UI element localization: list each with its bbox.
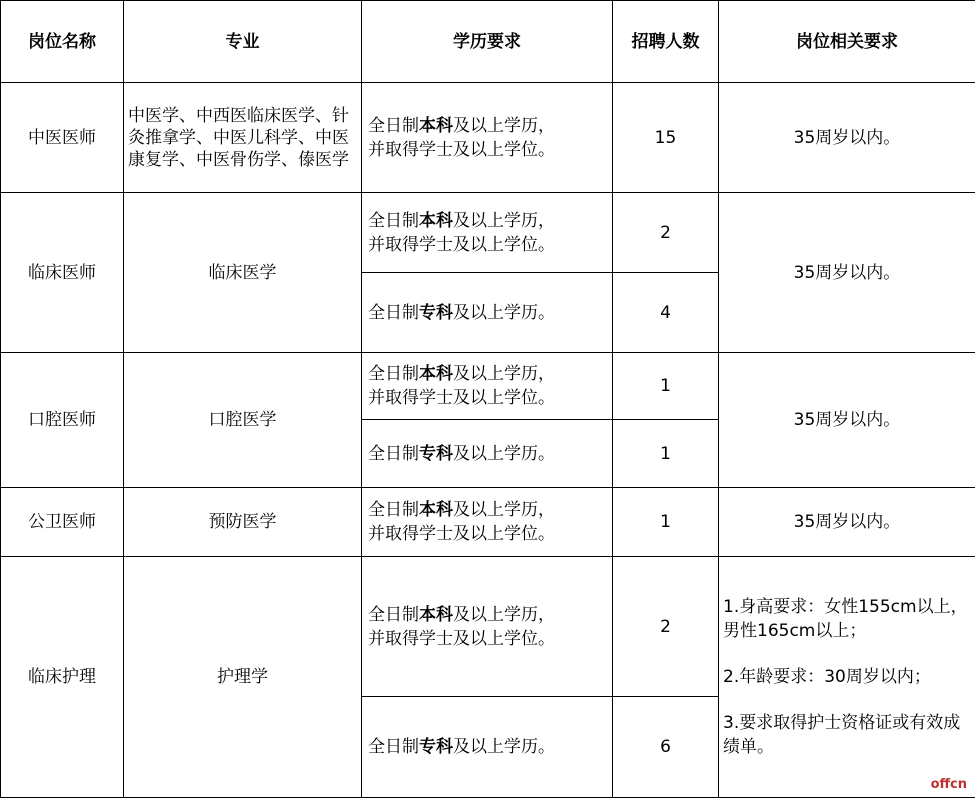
education-cell: 全日制本科及以上学历， 并取得学士及以上学位。 xyxy=(362,83,613,193)
count-cell: 1 xyxy=(613,488,719,557)
education-cell: 全日制专科及以上学历。 xyxy=(362,420,613,488)
education-cell: 全日制本科及以上学历， 并取得学士及以上学位。 xyxy=(362,557,613,697)
education-cell: 全日制本科及以上学历， 并取得学士及以上学位。 xyxy=(362,488,613,557)
position-cell: 公卫医师 xyxy=(1,488,124,557)
requirement-cell: 35周岁以内。 xyxy=(719,83,975,193)
count-cell: 1 xyxy=(613,353,719,420)
table-row xyxy=(1,193,975,273)
requirement-cell xyxy=(719,557,975,798)
major-cell: 预防医学 xyxy=(124,488,362,557)
requirement-age: 2.年龄要求：30周岁以内； xyxy=(723,667,931,687)
header-row xyxy=(1,1,975,83)
header-position: 岗位名称 xyxy=(1,1,124,83)
watermark-logo: offcn xyxy=(930,777,967,792)
count-cell: 6 xyxy=(613,697,719,798)
header-major: 专业 xyxy=(124,1,362,83)
table-row xyxy=(1,488,975,557)
major-cell: 口腔医学 xyxy=(124,353,362,488)
header-count: 招聘人数 xyxy=(613,1,719,83)
table-row xyxy=(1,353,975,420)
requirement-certificate: 3.要求取得护士资格证或有效成绩单。 xyxy=(723,713,961,757)
header-requirements: 岗位相关要求 xyxy=(719,1,975,83)
major-cell: 中医学、中西医临床医学、针灸推拿学、中医儿科学、中医康复学、中医骨伤学、傣医学 xyxy=(124,83,362,193)
table-row xyxy=(1,83,975,193)
table-row xyxy=(1,557,975,697)
position-cell: 口腔医师 xyxy=(1,353,124,488)
position-cell: 中医医师 xyxy=(1,83,124,193)
header-education: 学历要求 xyxy=(362,1,613,83)
requirement-cell: 35周岁以内。 xyxy=(719,353,975,488)
count-cell: 2 xyxy=(613,557,719,697)
requirement-height: 1.身高要求：女性155cm以上，男性165cm以上； xyxy=(723,597,968,641)
education-cell: 全日制专科及以上学历。 xyxy=(362,273,613,353)
education-cell: 全日制专科及以上学历。 xyxy=(362,697,613,798)
education-cell: 全日制本科及以上学历， 并取得学士及以上学位。 xyxy=(362,193,613,273)
count-cell: 4 xyxy=(613,273,719,353)
count-cell: 15 xyxy=(613,83,719,193)
position-cell: 临床护理 xyxy=(1,557,124,798)
major-cell: 护理学 xyxy=(124,557,362,798)
count-cell: 1 xyxy=(613,420,719,488)
requirement-cell: 35周岁以内。 xyxy=(719,193,975,353)
count-cell: 2 xyxy=(613,193,719,273)
requirement-cell: 35周岁以内。 xyxy=(719,488,975,557)
major-cell: 临床医学 xyxy=(124,193,362,353)
education-cell: 全日制本科及以上学历， 并取得学士及以上学位。 xyxy=(362,353,613,420)
position-cell: 临床医师 xyxy=(1,193,124,353)
